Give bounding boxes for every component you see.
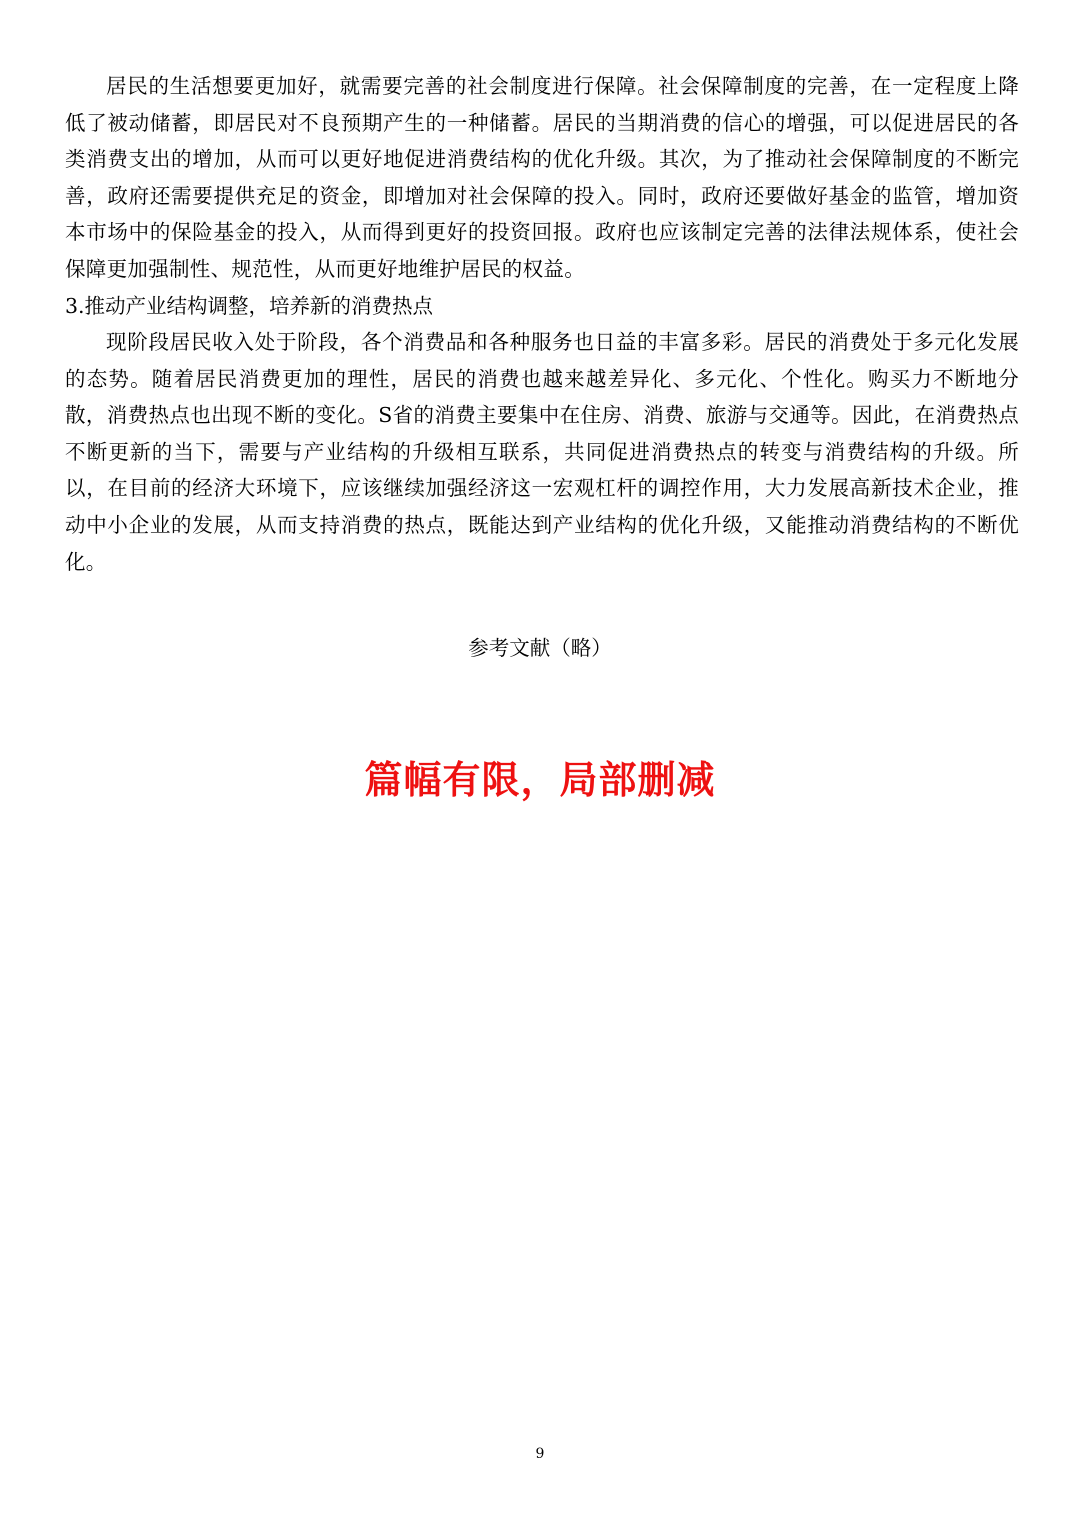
page-number: 9: [535, 1446, 545, 1462]
section-heading: 3.推动产业结构调整，培养新的消费热点: [65, 294, 434, 318]
references-title: 参考文献（略）: [468, 636, 612, 660]
body-paragraph: 居民的生活想要更加好，就需要完善的社会制度进行保障。社会保障制度的完善，在一定程度上降低了被动储蓄，即居民对不良预期产生的一种储蓄。居民的当期消费的信心的增强，可以促进居民的各类消费支出的增加，从而可以更好地促进消费结构的优化升级。其次，为了推动社会保障制度的不断完善，政府还需要提供充足的资金，即增加对社会保障的投入。同时，政府还要做好基金的监管，增加资本市场中的保险基金的投入，从而得到更好的投资回报。政府也应该制定完善的法律法规体系，使社会保障更加强制性、规范性，从而更好地维护居民的权益。: [65, 74, 1019, 281]
content-truncated-notice: 篇幅有限，局部删减: [364, 757, 716, 802]
body-paragraph: 现阶段居民收入处于阶段，各个消费品和各种服务也日益的丰富多彩。居民的消费处于多元化发展的态势。随着居民消费更加的理性，居民的消费也越来越差异化、多元化、个性化。购买力不断地分散，消费热点也出现不断的变化。S省的消费主要集中在住房、消费、旅游与交通等。因此，在消费热点不断更新的当下，需要与产业结构的升级相互联系，共同促进消费热点的转变与消费结构的升级。所以，在目前的经济大环境下，应该继续加强经济这一宏观杠杆的调控作用，大力发展高新技术企业，推动中小企业的发展，从而支持消费的热点，既能达到产业结构的优化升级，又能推动消费结构的不断优化。: [65, 330, 1019, 574]
